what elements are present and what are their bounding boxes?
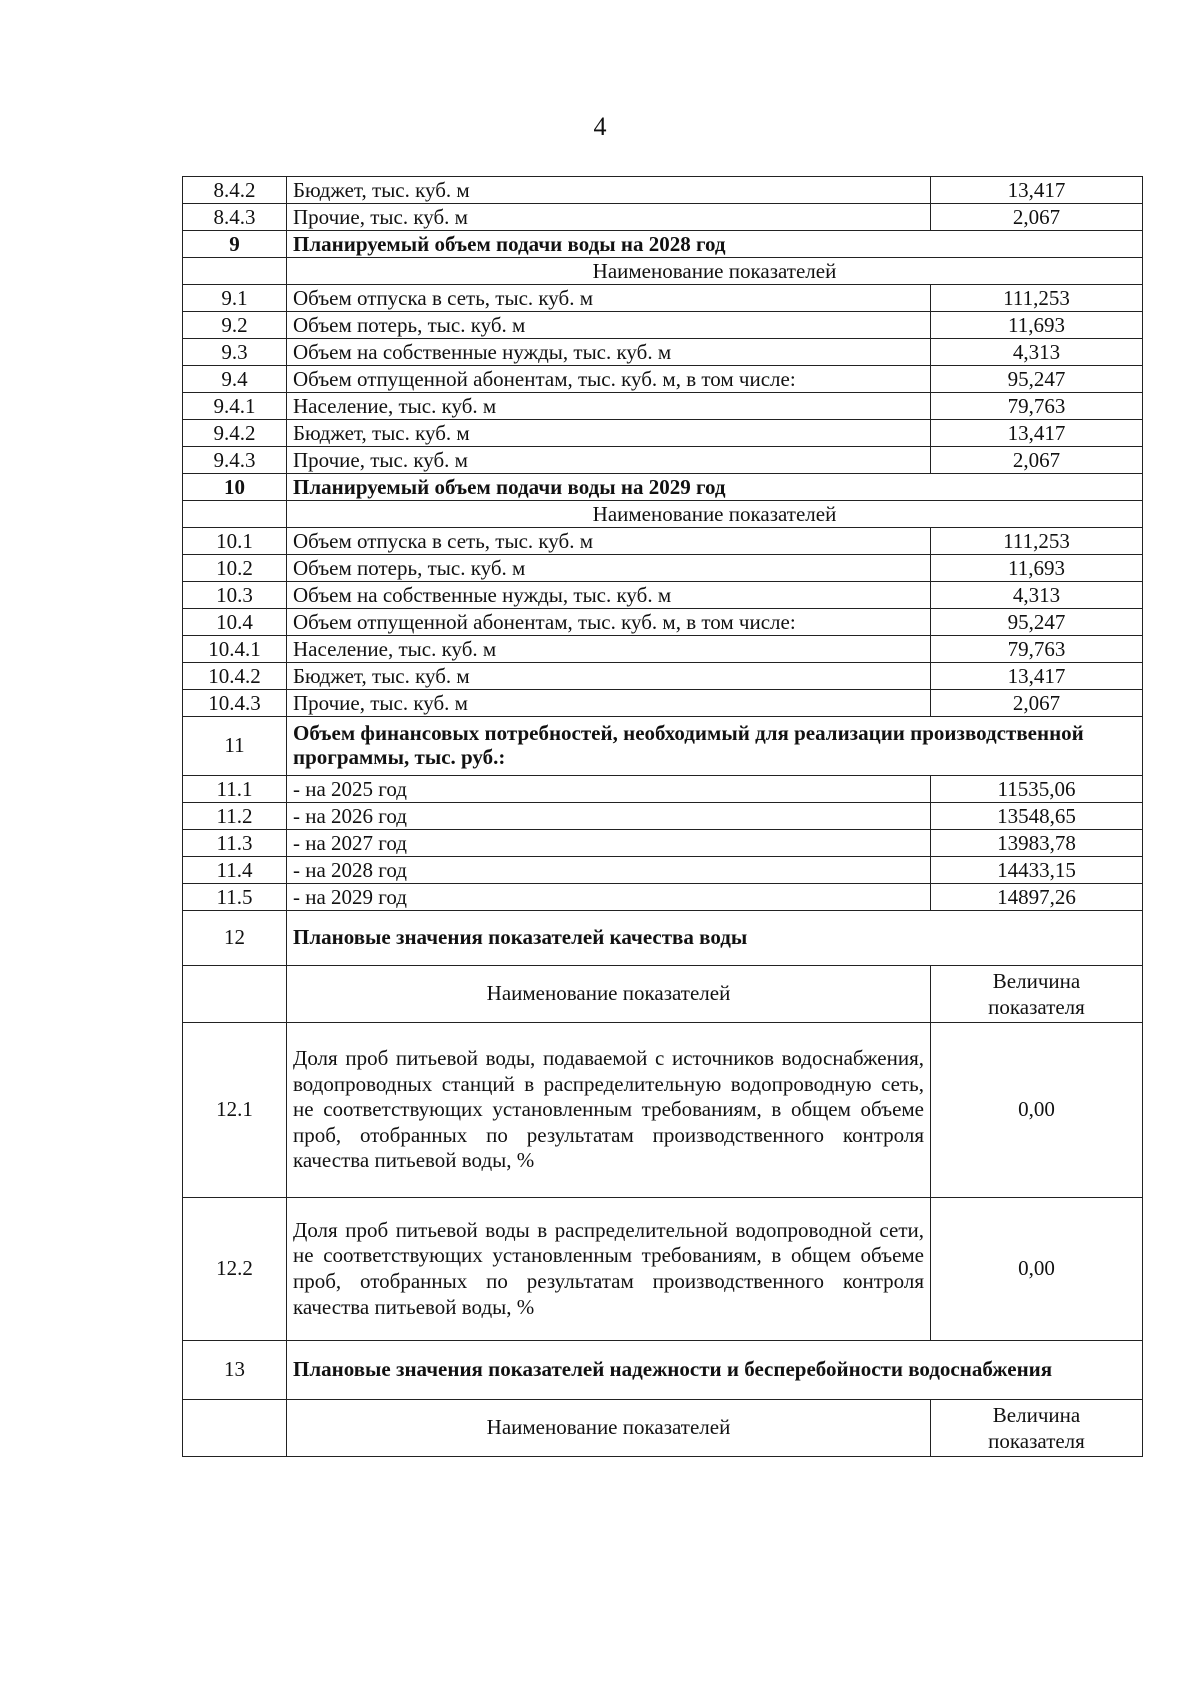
row-number: 11.3 [183,830,287,857]
value-header-line2: показателя [988,995,1085,1019]
row-value: 79,763 [931,393,1143,420]
row-name: Объем отпущенной абонентам, тыс. куб. м, в том числе: [287,609,931,636]
row-name: Бюджет, тыс. куб. м [287,420,931,447]
row-number: 9.1 [183,285,287,312]
section-number: 9 [183,231,287,258]
row-name: - на 2026 год [287,803,931,830]
row-number: 9.4 [183,366,287,393]
row-name: - на 2029 год [287,884,931,911]
column-header-row [183,966,1143,1023]
table-row [183,884,1143,911]
section-title: Планируемый объем подачи воды на 2029 год [287,474,1143,501]
row-value: 14897,26 [931,884,1143,911]
row-value: 13,417 [931,420,1143,447]
table-row [183,857,1143,884]
section-number: 12 [183,911,287,966]
section-header [183,474,1143,501]
section-header [183,717,1143,776]
section-number: 11 [183,717,287,776]
row-number: 11.1 [183,776,287,803]
value-column-header [931,1400,1143,1457]
empty-cell [183,1400,287,1457]
row-name: Прочие, тыс. куб. м [287,204,931,231]
section-title: Плановые значения показателей качества воды [287,911,1143,966]
table-row [183,1023,1143,1198]
table-row [183,582,1143,609]
row-name: Прочие, тыс. куб. м [287,447,931,474]
row-name: Население, тыс. куб. м [287,393,931,420]
name-column-header: Наименование показателей [287,966,931,1023]
row-value: 95,247 [931,366,1143,393]
row-number: 10.4.1 [183,636,287,663]
section-number: 13 [183,1341,287,1400]
section-header [183,1341,1143,1400]
row-value: 2,067 [931,204,1143,231]
name-column-header: Наименование показателей [287,1400,931,1457]
table-row [183,393,1143,420]
table-row [183,366,1143,393]
empty-cell [183,258,287,285]
table-row [183,1198,1143,1341]
row-number: 10.4.3 [183,690,287,717]
row-number: 9.2 [183,312,287,339]
row-number: 10.2 [183,555,287,582]
table-row [183,339,1143,366]
empty-cell [183,501,287,528]
row-name: Население, тыс. куб. м [287,636,931,663]
column-header-row [183,501,1143,528]
name-column-header: Наименование показателей [287,501,1143,528]
column-header-row [183,258,1143,285]
row-number: 10.4.2 [183,663,287,690]
row-number: 9.4.1 [183,393,287,420]
row-value: 111,253 [931,528,1143,555]
table-row [183,528,1143,555]
row-value: 111,253 [931,285,1143,312]
row-value: 11535,06 [931,776,1143,803]
table-row [183,555,1143,582]
row-number: 9.3 [183,339,287,366]
row-value: 11,693 [931,312,1143,339]
table-row [183,204,1143,231]
table-row [183,690,1143,717]
row-number: 12.2 [183,1198,287,1341]
row-value: 13,417 [931,663,1143,690]
row-name: Бюджет, тыс. куб. м [287,177,931,204]
row-number: 11.2 [183,803,287,830]
row-name: Объем отпущенной абонентам, тыс. куб. м, в том числе: [287,366,931,393]
row-name: Доля проб питьевой воды, подаваемой с источников водоснабжения, водопроводных станций в распределительную водопроводную сеть, не соответствующих установленным требованиям, в общем объеме проб, отобранных по результатам производственного контроля качества питьевой воды, % [287,1023,931,1198]
row-name: - на 2025 год [287,776,931,803]
row-number: 8.4.2 [183,177,287,204]
row-name: Объем отпуска в сеть, тыс. куб. м [287,285,931,312]
row-value: 4,313 [931,339,1143,366]
section-title: Планируемый объем подачи воды на 2028 год [287,231,1143,258]
value-column-header [931,966,1143,1023]
page-number: 4 [593,112,607,141]
table-row [183,285,1143,312]
row-number: 9.4.2 [183,420,287,447]
name-column-header: Наименование показателей [287,258,1143,285]
row-name: Объем на собственные нужды, тыс. куб. м [287,339,931,366]
table-row [183,177,1143,204]
table-row [183,420,1143,447]
row-value: 11,693 [931,555,1143,582]
row-number: 8.4.3 [183,204,287,231]
row-name: Прочие, тыс. куб. м [287,690,931,717]
row-number: 11.4 [183,857,287,884]
row-value: 2,067 [931,690,1143,717]
table-row [183,830,1143,857]
row-number: 10.3 [183,582,287,609]
value-header-line1: Величина [992,968,1081,993]
empty-cell [183,966,287,1023]
section-title: Объем финансовых потребностей, необходимый для реализации производственной программы, тыс. руб.: [287,717,1143,776]
indicators-table [182,176,1143,1457]
row-number: 10.1 [183,528,287,555]
row-value: 79,763 [931,636,1143,663]
row-name: Бюджет, тыс. куб. м [287,663,931,690]
row-name: Объем на собственные нужды, тыс. куб. м [287,582,931,609]
row-number: 11.5 [183,884,287,911]
row-number: 12.1 [183,1023,287,1198]
row-value: 95,247 [931,609,1143,636]
table-row [183,609,1143,636]
row-value: 0,00 [931,1023,1143,1198]
row-value: 0,00 [931,1198,1143,1341]
table-row [183,312,1143,339]
row-name: Объем потерь, тыс. куб. м [287,555,931,582]
row-name: Объем отпуска в сеть, тыс. куб. м [287,528,931,555]
section-header [183,911,1143,966]
value-header-line2: показателя [988,1429,1085,1453]
column-header-row [183,1400,1143,1457]
row-value: 13,417 [931,177,1143,204]
table-row [183,447,1143,474]
row-value: 2,067 [931,447,1143,474]
table-row [183,776,1143,803]
row-value: 14433,15 [931,857,1143,884]
row-value: 13983,78 [931,830,1143,857]
table-row [183,803,1143,830]
row-name: - на 2027 год [287,830,931,857]
section-header [183,231,1143,258]
row-value: 4,313 [931,582,1143,609]
value-header-line1: Величина [992,1402,1081,1427]
row-number: 9.4.3 [183,447,287,474]
row-name: - на 2028 год [287,857,931,884]
section-title: Плановые значения показателей надежности и бесперебойности водоснабжения [287,1341,1143,1400]
row-name: Доля проб питьевой воды в распределительной водопроводной сети, не соответствующих установленным требованиям, в общем объеме проб, отобранных по результатам производственного контроля качества питьевой воды, % [287,1198,931,1341]
row-name: Объем потерь, тыс. куб. м [287,312,931,339]
table-row [183,663,1143,690]
row-number: 10.4 [183,609,287,636]
row-value: 13548,65 [931,803,1143,830]
table-row [183,636,1143,663]
section-number: 10 [183,474,287,501]
